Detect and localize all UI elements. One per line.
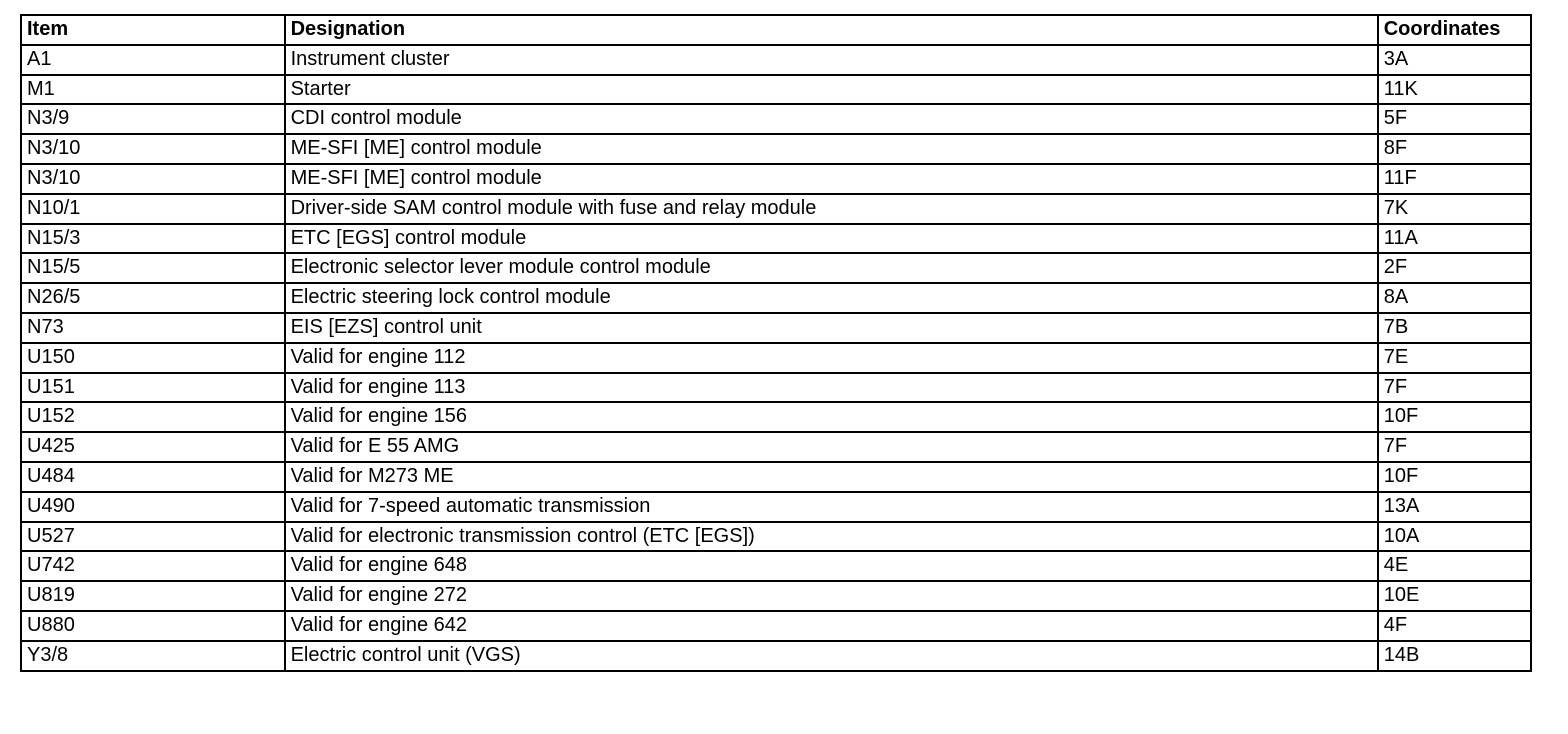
table-row	[21, 492, 1531, 522]
cell-item: U490	[21, 492, 285, 522]
table-row	[21, 343, 1531, 373]
cell-item: N3/10	[21, 164, 285, 194]
cell-coordinates: 4E	[1378, 551, 1531, 581]
cell-coordinates: 8F	[1378, 134, 1531, 164]
cell-designation: Valid for engine 156	[285, 402, 1378, 432]
cell-coordinates: 5F	[1378, 104, 1531, 134]
table-row	[21, 611, 1531, 641]
cell-coordinates: 14B	[1378, 641, 1531, 671]
cell-item: U742	[21, 551, 285, 581]
cell-designation: Valid for engine 112	[285, 343, 1378, 373]
cell-item: N15/5	[21, 253, 285, 283]
cell-designation: ME-SFI [ME] control module	[285, 164, 1378, 194]
cell-designation: Valid for engine 648	[285, 551, 1378, 581]
cell-coordinates: 7F	[1378, 432, 1531, 462]
table-row	[21, 253, 1531, 283]
cell-item: N3/9	[21, 104, 285, 134]
cell-coordinates: 4F	[1378, 611, 1531, 641]
cell-designation: Valid for electronic transmission control (ETC [EGS])	[285, 522, 1378, 552]
cell-coordinates: 11A	[1378, 224, 1531, 254]
cell-designation: Valid for engine 642	[285, 611, 1378, 641]
table-body	[21, 45, 1531, 671]
cell-item: U819	[21, 581, 285, 611]
table-row	[21, 432, 1531, 462]
cell-coordinates: 11K	[1378, 75, 1531, 105]
table-row	[21, 164, 1531, 194]
cell-item: N26/5	[21, 283, 285, 313]
cell-designation: ME-SFI [ME] control module	[285, 134, 1378, 164]
cell-item: N73	[21, 313, 285, 343]
header-coordinates: Coordinates	[1378, 15, 1531, 45]
cell-coordinates: 10F	[1378, 402, 1531, 432]
cell-designation: Electric steering lock control module	[285, 283, 1378, 313]
cell-item: Y3/8	[21, 641, 285, 671]
cell-item: U150	[21, 343, 285, 373]
cell-coordinates: 2F	[1378, 253, 1531, 283]
cell-coordinates: 7E	[1378, 343, 1531, 373]
header-item: Item	[21, 15, 285, 45]
cell-coordinates: 11F	[1378, 164, 1531, 194]
cell-designation: Valid for 7-speed automatic transmission	[285, 492, 1378, 522]
table-row	[21, 462, 1531, 492]
table-row	[21, 104, 1531, 134]
cell-designation: Electric control unit (VGS)	[285, 641, 1378, 671]
cell-designation: Valid for M273 ME	[285, 462, 1378, 492]
cell-coordinates: 13A	[1378, 492, 1531, 522]
cell-coordinates: 3A	[1378, 45, 1531, 75]
cell-designation: Valid for E 55 AMG	[285, 432, 1378, 462]
table-row	[21, 551, 1531, 581]
cell-item: U151	[21, 373, 285, 403]
component-legend-table	[20, 14, 1532, 672]
table-row	[21, 134, 1531, 164]
cell-coordinates: 10E	[1378, 581, 1531, 611]
cell-item: N3/10	[21, 134, 285, 164]
cell-coordinates: 7B	[1378, 313, 1531, 343]
table-row	[21, 641, 1531, 671]
table-row	[21, 522, 1531, 552]
table-row	[21, 283, 1531, 313]
cell-designation: Starter	[285, 75, 1378, 105]
cell-item: A1	[21, 45, 285, 75]
cell-item: N15/3	[21, 224, 285, 254]
cell-item: N10/1	[21, 194, 285, 224]
table-row	[21, 45, 1531, 75]
table-header-row	[21, 15, 1531, 45]
cell-designation: Instrument cluster	[285, 45, 1378, 75]
header-designation: Designation	[285, 15, 1378, 45]
cell-item: U527	[21, 522, 285, 552]
cell-item: M1	[21, 75, 285, 105]
table-row	[21, 373, 1531, 403]
cell-coordinates: 7F	[1378, 373, 1531, 403]
cell-designation: EIS [EZS] control unit	[285, 313, 1378, 343]
table-row	[21, 75, 1531, 105]
table-row	[21, 313, 1531, 343]
cell-designation: Driver-side SAM control module with fuse and relay module	[285, 194, 1378, 224]
cell-item: U484	[21, 462, 285, 492]
table-row	[21, 581, 1531, 611]
cell-designation: CDI control module	[285, 104, 1378, 134]
cell-coordinates: 8A	[1378, 283, 1531, 313]
cell-item: U152	[21, 402, 285, 432]
cell-designation: ETC [EGS] control module	[285, 224, 1378, 254]
cell-coordinates: 7K	[1378, 194, 1531, 224]
cell-coordinates: 10F	[1378, 462, 1531, 492]
table-row	[21, 194, 1531, 224]
cell-designation: Valid for engine 272	[285, 581, 1378, 611]
cell-designation: Electronic selector lever module control module	[285, 253, 1378, 283]
table-row	[21, 224, 1531, 254]
cell-item: U425	[21, 432, 285, 462]
cell-designation: Valid for engine 113	[285, 373, 1378, 403]
table-row	[21, 402, 1531, 432]
cell-item: U880	[21, 611, 285, 641]
cell-coordinates: 10A	[1378, 522, 1531, 552]
